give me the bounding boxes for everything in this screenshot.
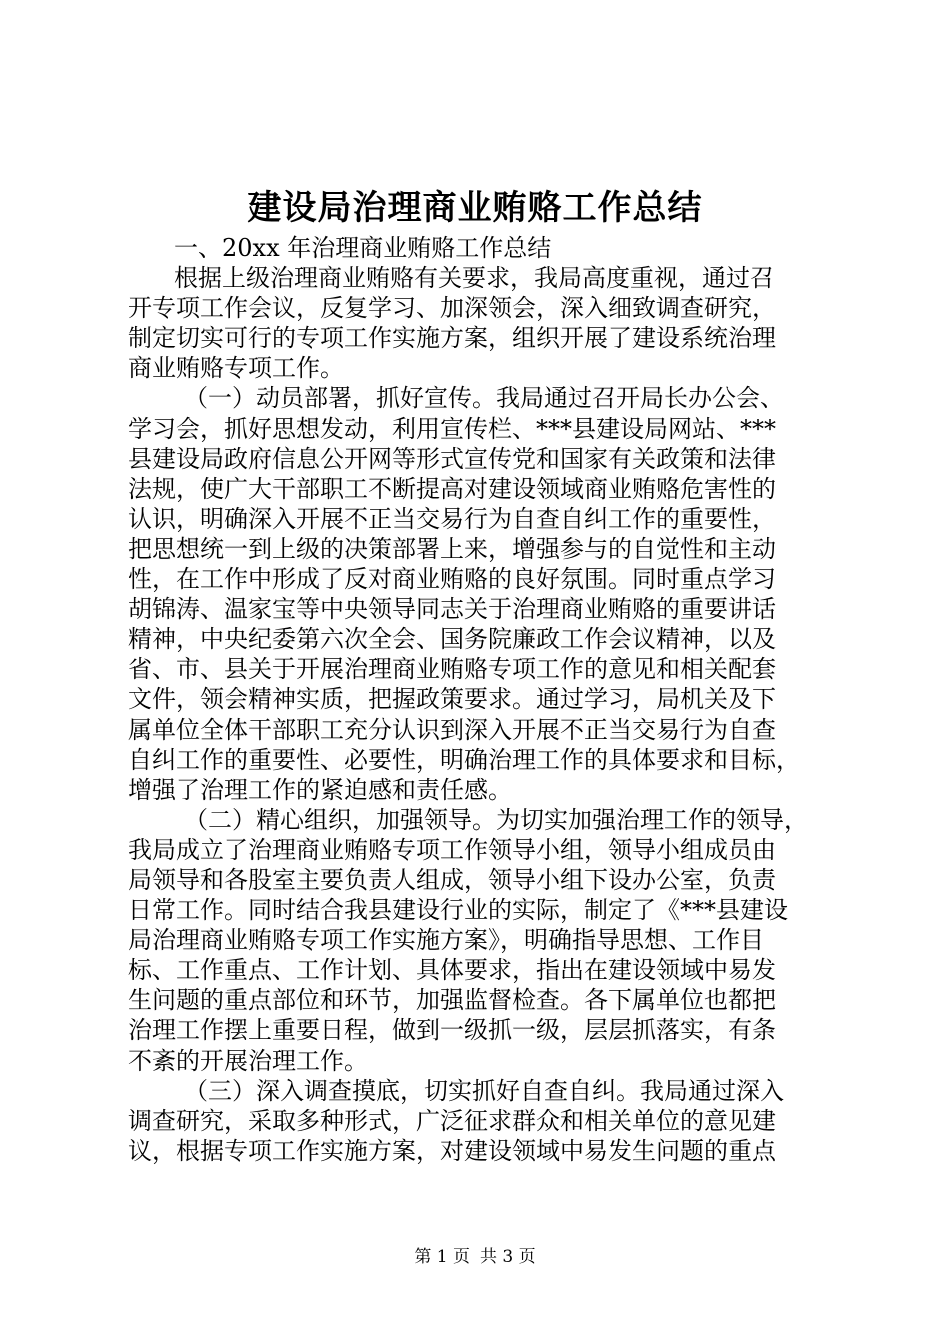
- paragraph-line: 根据上级治理商业贿赂有关要求，我局高度重视，通过召: [174, 264, 774, 293]
- document-body: [128, 233, 828, 1166]
- paragraph-line: 县建设局政府信息公开网等形式宣传党和国家有关政策和法律: [128, 444, 776, 473]
- paragraph-line: 制定切实可行的专项工作实施方案，组织开展了建设系统治理: [128, 324, 776, 353]
- paragraph-line: 法规，使广大干部职工不断提高对建设领域商业贿赂危害性的: [128, 474, 776, 503]
- paragraph-line: 商业贿赂专项工作。: [128, 354, 344, 383]
- paragraph-line: 属单位全体干部职工充分认识到深入开展不正当交易行为自查: [128, 715, 776, 744]
- paragraph-line: 日常工作。同时结合我县建设行业的实际，制定了《***县建设: [128, 896, 788, 925]
- paragraph-line: 标、工作重点、工作计划、具体要求，指出在建设领域中易发: [128, 956, 776, 985]
- paragraph-line: 局领导和各股室主要负责人组成，领导小组下设办公室，负责: [128, 865, 776, 894]
- paragraph-line: 自纠工作的重要性、必要性，明确治理工作的具体要求和目标，: [128, 745, 800, 774]
- paragraph-line: 治理工作摆上重要日程，做到一级抓一级，层层抓落实，有条: [128, 1016, 776, 1045]
- page-footer: [0, 1245, 950, 1269]
- paragraph-line: （二）精心组织，加强领导。为切实加强治理工作的领导，: [184, 805, 808, 834]
- section-heading: 一、20xx 年治理商业贿赂工作总结: [174, 234, 552, 262]
- paragraph-line: 认识，明确深入开展不正当交易行为自查自纠工作的重要性，: [128, 504, 776, 533]
- page-total: 共 3 页: [480, 1247, 536, 1267]
- document-title: 建设局治理商业贿赂工作总结: [247, 188, 703, 228]
- paragraph-line: 我局成立了治理商业贿赂专项工作领导小组，领导小组成员由: [128, 835, 776, 864]
- paragraph-line: 文件，领会精神实质，把握政策要求。通过学习，局机关及下: [128, 685, 776, 714]
- paragraph-line: 把思想统一到上级的决策部署上来，增强参与的自觉性和主动: [128, 534, 776, 563]
- paragraph-line: 胡锦涛、温家宝等中央领导同志关于治理商业贿赂的重要讲话: [128, 595, 776, 624]
- paragraph-line: 性，在工作中形成了反对商业贿赂的良好氛围。同时重点学习: [128, 565, 776, 594]
- paragraph-line: 议，根据专项工作实施方案，对建设领域中易发生问题的重点: [128, 1136, 776, 1165]
- paragraph-line: 学习会，抓好思想发动，利用宣传栏、***县建设局网站、***: [128, 414, 776, 443]
- paragraph-line: 开专项工作会议，反复学习、加深领会，深入细致调查研究，: [128, 294, 776, 323]
- paragraph-line: 生问题的重点部位和环节，加强监督检查。各下属单位也都把: [128, 986, 776, 1015]
- page-number: 第 1 页: [414, 1247, 470, 1267]
- paragraph-line: 调查研究，采取多种形式，广泛征求群众和相关单位的意见建: [128, 1106, 776, 1135]
- paragraph-line: 不紊的开展治理工作。: [128, 1046, 368, 1075]
- paragraph-line: 精神，中央纪委第六次全会、国务院廉政工作会议精神，以及: [128, 625, 776, 654]
- paragraph-line: （三）深入调查摸底，切实抓好自查自纠。我局通过深入: [184, 1076, 784, 1105]
- paragraph-line: 局治理商业贿赂专项工作实施方案》，明确指导思想、工作目: [128, 926, 764, 955]
- paragraph-line: 增强了治理工作的紧迫感和责任感。: [128, 775, 512, 804]
- paragraph-line: （一）动员部署，抓好宣传。我局通过召开局长办公会、: [184, 384, 784, 413]
- paragraph-line: 省、市、县关于开展治理商业贿赂专项工作的意见和相关配套: [128, 655, 776, 684]
